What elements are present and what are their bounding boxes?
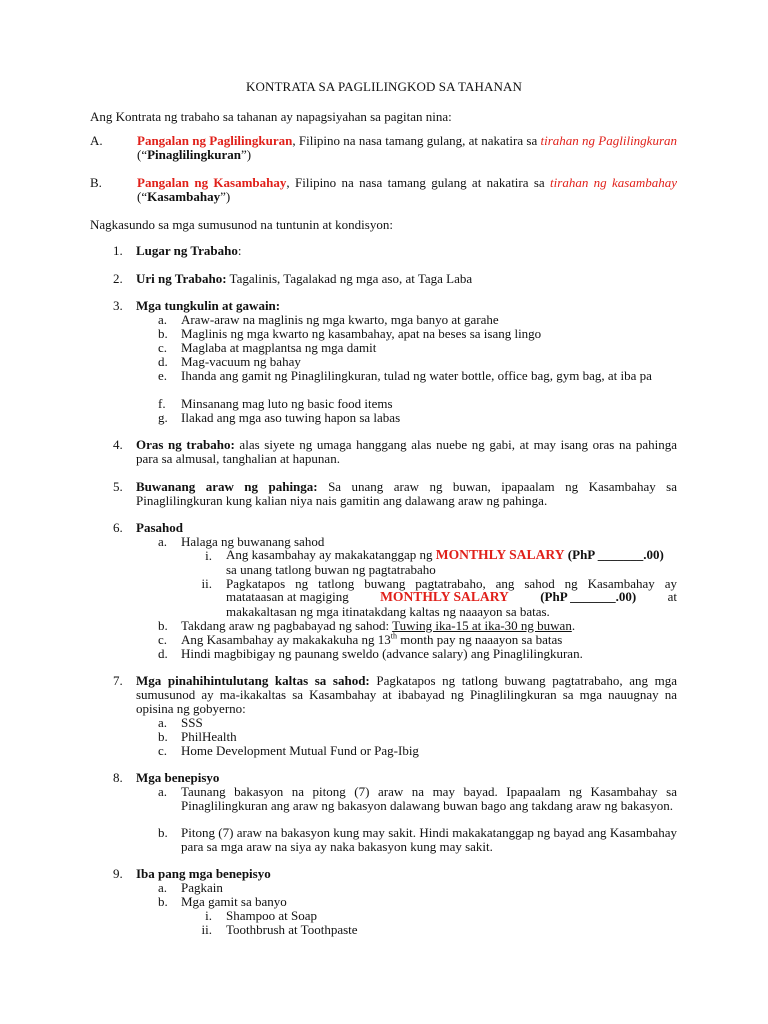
duty-text: Ilakad ang mga aso tuwing hapon sa labas (181, 410, 401, 425)
deduction-text: SSS (181, 715, 203, 730)
pay-b-end: . (571, 618, 576, 633)
agreed-text: Nagkasundo sa mga sumusunod na tuntunin at kondisyon: (90, 217, 393, 232)
party-a-open: (“ (137, 147, 148, 162)
section-2 (136, 272, 472, 286)
pay-i-line2: sa unang tatlong buwan ng pagtatrabaho (226, 562, 436, 577)
employer-name-placeholder: Pangalan ng Paglilingkuran (137, 133, 293, 148)
party-a-letter: A. (90, 133, 103, 148)
duty-text: Araw-araw na maglinis ng mga kwarto, mga banyo at garahe (181, 312, 499, 327)
pay-c-letter: c. (158, 632, 168, 647)
helper-name-placeholder: Pangalan ng Kasambahay (137, 175, 287, 190)
pay-b-text (181, 619, 575, 633)
pay-ii-line2 (226, 590, 677, 604)
pay-i-pre: Ang kasambahay ay makakatanggap ng (226, 547, 436, 562)
deduction-text: Home Development Mutual Fund or Pag-Ibig (181, 743, 419, 758)
party-b-close: ”) (220, 189, 231, 204)
intro-text: Ang Kontrata ng trabaho sa tahanan ay napagsiyahan sa pagitan nina: (90, 109, 452, 124)
duty-text: Maglaba at magplantsa ng mga damit (181, 340, 377, 355)
duty-text: Mag-vacuum ng bahay (181, 354, 301, 369)
section-3-heading: Mga tungkulin at gawain: (136, 298, 281, 313)
duty-letter: d. (158, 354, 168, 369)
employer-alias: Pinaglilingkuran (147, 147, 242, 162)
deduction-text: PhilHealth (181, 729, 237, 744)
section-6-heading: Pasahod (136, 520, 183, 535)
benefit-text: Taunang bakasyon na pitong (7) araw na may bayad. Ipapaalam ng Kasambahay sa Pinaglilingkuran ang araw ng bakasyon dalawang buwan bago ang takdang araw ng bakasyon. (181, 784, 677, 813)
pay-c-text (181, 633, 562, 647)
pay-i-number: i. (205, 548, 212, 563)
section-7-heading: Mga pinahihintulutang kaltas sa sahod: (136, 673, 370, 688)
section-6-number: 6. (113, 520, 123, 535)
party-b (90, 175, 678, 204)
section-5 (136, 480, 677, 508)
section-2-number: 2. (113, 271, 123, 286)
section-9-number: 9. (113, 866, 123, 881)
benefit-letter: a. (158, 784, 168, 799)
php-amount-blank: (PhP _______.00) (540, 589, 637, 604)
duty-letter: a. (158, 312, 168, 327)
section-1 (136, 244, 242, 258)
section-4-heading: Oras ng trabaho: (136, 437, 235, 452)
pay-dates: Tuwing ika-15 at ika-30 ng buwan (392, 618, 572, 633)
duty-text: Maglinis ng mga kwarto ng kasambahay, apat na beses sa isang lingo (181, 326, 542, 341)
duty-letter: e. (158, 368, 168, 383)
pay-b-letter: b. (158, 618, 168, 633)
section-1-text: : (237, 243, 242, 258)
pay-a-text: Halaga ng buwanang sahod (181, 534, 325, 549)
section-2-text: Tagalinis, Tagalakad ng mga aso, at Taga Laba (226, 271, 473, 286)
other-a-text: Pagkain (181, 880, 223, 895)
section-5-heading: Buwanang araw ng pahinga: (136, 479, 318, 494)
party-a-close: ”) (241, 147, 252, 162)
party-a (90, 133, 678, 162)
toiletry-number: i. (205, 908, 212, 923)
pay-c-pre: Ang Kasambahay ay makakakuha ng 13 (181, 632, 391, 647)
deduction-letter: c. (158, 743, 168, 758)
other-b-text: Mga gamit sa banyo (181, 894, 287, 909)
other-a-letter: a. (158, 880, 168, 895)
duty-letter: g. (158, 410, 168, 425)
toiletry-text: Toothbrush at Toothpaste (226, 922, 358, 937)
pay-c-sup: th (390, 631, 397, 641)
page-title: KONTRATA SA PAGLILINGKOD SA TAHANAN (246, 79, 522, 94)
section-9-heading: Iba pang mga benepisyo (136, 866, 271, 881)
section-4-number: 4. (113, 437, 123, 452)
benefit-text: Pitong (7) araw na bakasyon kung may sakit. Hindi makakatanggap ng bayad ang Kasambahay para sa mga araw na siya ay naka bakasyon kung may sakit. (181, 825, 677, 854)
pay-ii-line1: Pagkatapos ng tatlong buwang pagtatrabaho, ang sahod ng Kasambahay ay (226, 576, 677, 591)
pay-d-letter: d. (158, 646, 168, 661)
section-8-heading: Mga benepisyo (136, 770, 220, 785)
section-2-heading: Uri ng Trabaho: (136, 271, 227, 286)
duty-letter: f. (158, 396, 166, 411)
section-1-heading: Lugar ng Trabaho (136, 243, 238, 258)
pay-c-post: month pay ng naaayon sa batas (396, 632, 563, 647)
section-7-number: 7. (113, 673, 123, 688)
duty-text: Minsanang mag luto ng basic food items (181, 396, 393, 411)
toiletry-number: ii. (201, 922, 212, 937)
section-5-number: 5. (113, 479, 123, 494)
section-8-number: 8. (113, 770, 123, 785)
duty-letter: c. (158, 340, 168, 355)
section-4-text: alas siyete ng umaga hanggang alas nuebe ng gabi, at may isang oras na pahinga para sa almusal, tanghalian at hapunan. (136, 437, 677, 466)
section-7-text: Pagkatapos ng tatlong buwang pagtatrabaho, ang mga sumusunod ay ma-ikakaltas sa Kasambahay at ibabayad ng Pinaglilingkuran sa mga nauugnay na opisina ng gobyerno: (136, 673, 677, 716)
other-b-letter: b. (158, 894, 168, 909)
section-3-number: 3. (113, 298, 123, 313)
pay-ii-line3: makakaltasan ng mga itinatakdang kaltas ng naaayon sa batas. (226, 604, 550, 619)
toiletry-text: Shampoo at Soap (226, 908, 317, 923)
deduction-letter: a. (158, 715, 168, 730)
section-7 (136, 674, 677, 716)
duty-text: Ihanda ang gamit ng Pinaglilingkuran, tulad ng water bottle, office bag, gym bag, at iba pa (181, 368, 652, 383)
section-1-number: 1. (113, 243, 123, 258)
pay-b-label: Takdang araw ng pagbabayad ng sahod: (181, 618, 393, 633)
php-amount-blank: (PhP _______.00) (564, 547, 664, 562)
pay-i-line1 (226, 548, 664, 562)
section-5-text: Sa unang araw ng buwan, ipapaalam ng Kasambahay sa Pinaglilingkuran kung kalian niya nais gamitin ang dalawang araw ng pahinga. (136, 479, 677, 508)
pay-ii-at: at (667, 589, 677, 604)
deduction-letter: b. (158, 729, 168, 744)
pay-ii-number: ii. (201, 576, 212, 591)
monthly-salary-placeholder: MONTHLY SALARY (380, 589, 509, 604)
helper-alias: Kasambahay (147, 189, 221, 204)
party-a-desc: , Filipino na nasa tamang gulang, at nakatira sa (292, 133, 541, 148)
duty-letter: b. (158, 326, 168, 341)
helper-address-placeholder: tirahan ng kasambahay (550, 175, 678, 190)
employer-address-placeholder: tirahan ng Paglilingkuran (540, 133, 678, 148)
pay-ii-pre: matataasan at magiging (226, 589, 349, 604)
party-b-desc: , Filipino na nasa tamang gulang at nakatira sa (286, 175, 551, 190)
section-4 (136, 438, 677, 466)
pay-a-letter: a. (158, 534, 168, 549)
monthly-salary-placeholder: MONTHLY SALARY (435, 547, 565, 562)
pay-d-text: Hindi magbibigay ng paunang sweldo (advance salary) ang Pinaglilingkuran. (181, 646, 583, 661)
party-b-open: (“ (137, 189, 148, 204)
party-b-letter: B. (90, 175, 102, 190)
benefit-letter: b. (158, 825, 168, 840)
